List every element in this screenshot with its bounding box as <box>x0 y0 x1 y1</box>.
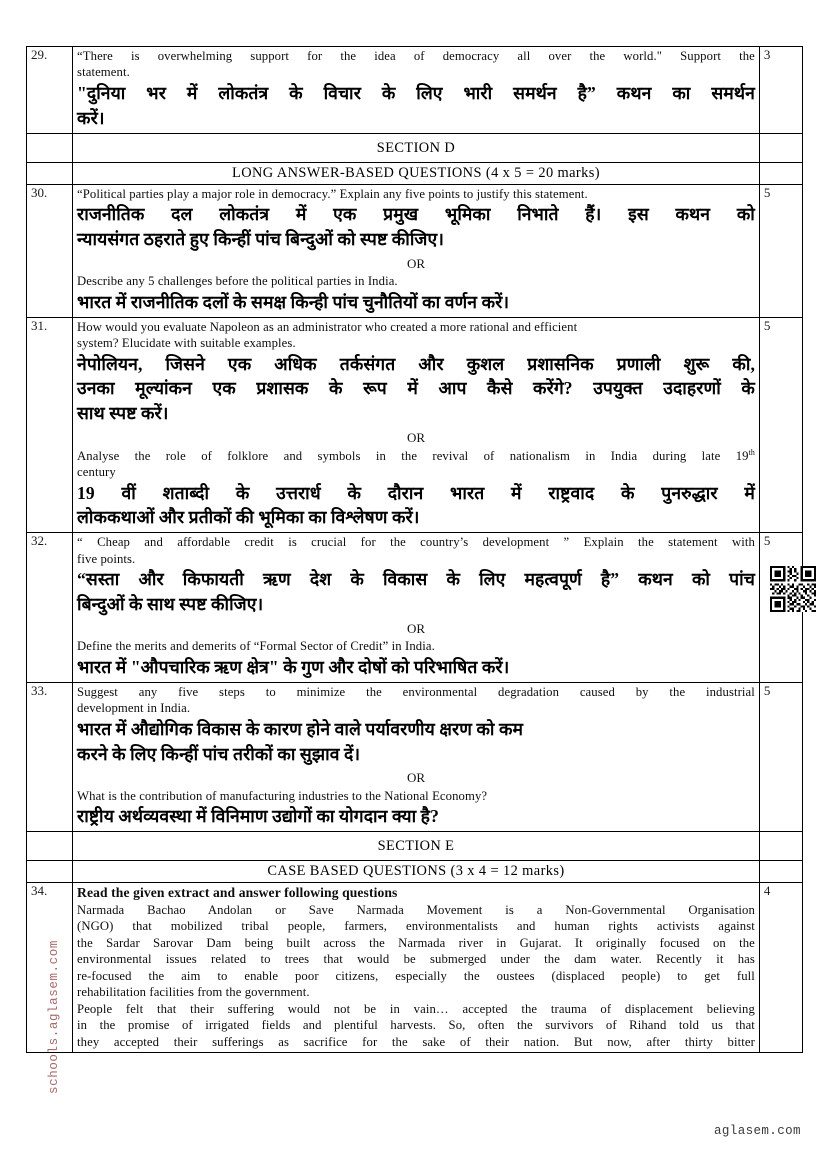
question-marks: 5 <box>759 533 802 682</box>
or-separator: OR <box>406 620 426 636</box>
marks-cell <box>759 133 802 162</box>
marks-cell <box>759 861 802 883</box>
question-row <box>27 883 803 1053</box>
question-text-hindi: साथ स्पष्ट करें। <box>77 403 169 424</box>
question-text-english: statement. <box>77 65 130 80</box>
question-text-english: rehabilitation facilities from the government. <box>77 985 310 1000</box>
section-header-row <box>27 133 803 162</box>
question-text-hindi: भारत में औद्योगिक विकास के कारण होने वाले पर्यावरणीय क्षरण को कम <box>77 718 524 739</box>
question-text-english: People felt that their suffering would not be in vain… accepted the trauma of displacement believing <box>77 1001 755 1016</box>
question-text-hindi: न्यायसंगत ठहराते हुए किन्हीं पांच बिन्दुओं को स्पष्ट कीजिए। <box>77 228 444 249</box>
section-header-row <box>27 832 803 861</box>
question-marks: 5 <box>759 317 802 533</box>
question-number-cell <box>27 832 73 861</box>
question-marks: 3 <box>759 47 802 134</box>
question-text-english: “There is overwhelming support for the idea of democracy all over the world." Support the <box>77 49 755 63</box>
question-body <box>73 184 760 317</box>
question-number-cell <box>27 133 73 162</box>
question-text-english: What is the contribution of manufacturing industries to the National Economy? <box>77 788 488 803</box>
question-text-english <box>77 449 755 464</box>
qr-code-icon <box>770 566 816 612</box>
question-text-english: Suggest any five steps to minimize the environmental degradation caused by the industrial <box>77 684 755 699</box>
question-text-english: five points. <box>77 551 136 566</box>
question-row <box>27 533 803 682</box>
question-text-english: “Political parties play a major role in democracy.” Explain any five points to justify this statement. <box>77 186 588 201</box>
question-text-english: Narmada Bachao Andolan or Save Narmada Movement is a Non-Governmental Organisation <box>77 902 755 917</box>
section-header-label: LONG ANSWER-BASED QUESTIONS (4 x 5 = 20 marks) <box>73 162 760 184</box>
question-text-hindi: बिन्दुओं के साथ स्पष्ट कीजिए। <box>77 594 264 615</box>
question-row <box>27 317 803 533</box>
question-number-cell <box>27 162 73 184</box>
question-heading-english: Read the given extract and answer following questions <box>77 885 398 901</box>
marks-cell <box>759 832 802 861</box>
question-marks: 4 <box>759 883 802 1053</box>
question-number: 30. <box>27 184 73 317</box>
question-number: 34. <box>27 883 73 1053</box>
question-text-hindi: भारत में "औपचारिक ऋण क्षेत्र" के गुण और दोषों को परिभाषित करें। <box>77 656 510 677</box>
question-body <box>73 682 760 831</box>
question-number: 31. <box>27 317 73 533</box>
question-body <box>73 317 760 533</box>
question-table <box>26 46 803 1053</box>
section-header-label: CASE BASED QUESTIONS (3 x 4 = 12 marks) <box>73 861 760 883</box>
question-number: 32. <box>27 533 73 682</box>
question-body <box>73 883 760 1053</box>
question-row <box>27 47 803 134</box>
question-text-english: Describe any 5 challenges before the political parties in India. <box>77 274 398 289</box>
superscript-ordinal: th <box>748 447 755 457</box>
question-text-english-main: Analyse the role of folklore and symbols in the revival of nationalism in India during late 19 <box>77 448 749 463</box>
question-text-english: century <box>77 465 116 480</box>
question-text-hindi: उनका मूल्यांकन एक प्रशासक के रूप में आप कैसे करेंगे? उपयुक्त उदाहरणों के <box>77 378 755 399</box>
question-number: 29. <box>27 47 73 134</box>
question-text-hindi: राजनीतिक दल लोकतंत्र में एक प्रमुख भूमिका निभाते हैं। इस कथन को <box>77 204 755 225</box>
question-text-english: development in India. <box>77 701 191 716</box>
marks-cell <box>759 162 802 184</box>
question-text-english: Define the merits and demerits of “Formal Sector of Credit” in India. <box>77 639 435 654</box>
question-row <box>27 682 803 831</box>
question-marks: 5 <box>759 682 802 831</box>
question-table-body <box>27 47 803 1053</box>
question-text-hindi: करने के लिए किन्हीं पांच तरीकों का सुझाव दें। <box>77 743 361 764</box>
question-body <box>73 533 760 682</box>
question-text-english: re-focused the aim to enable poor citizens, especially the oustees (displaced people) to get full <box>77 968 755 983</box>
section-header-label: SECTION D <box>73 133 760 162</box>
brand-watermark: aglasem.com <box>714 1124 801 1138</box>
question-text-hindi: 19 वीं शताब्दी के उत्तरार्ध के दौरान भारत में राष्ट्रवाद के पुनरुद्धार में <box>77 482 755 503</box>
question-text-english: the Sardar Sarovar Dam being built across the Narmada river in Gujarat. It originally focused on the <box>77 935 755 950</box>
question-text-english: (NGO) that mobilized tribal people, farmers, environmentalists and human rights activists against <box>77 919 755 934</box>
question-body <box>73 47 760 134</box>
question-text-english: system? Elucidate with suitable examples. <box>77 336 296 351</box>
question-text-hindi: राष्ट्रीय अर्थव्यवस्था में विनिमाण उद्योगों का योगदान क्या है? <box>77 806 439 827</box>
question-text-hindi: “सस्ता और किफायती ऋण देश के विकास के लिए महत्वपूर्ण है” कथन को पांच <box>77 569 755 590</box>
question-number: 33. <box>27 682 73 831</box>
or-separator: OR <box>406 255 426 271</box>
question-row <box>27 184 803 317</box>
side-watermark: schools.aglasem.com <box>47 940 61 1094</box>
or-separator: OR <box>406 770 426 786</box>
question-number-cell <box>27 861 73 883</box>
question-text-english: environmental issues related to trees that would be submerged under the dam water. Recently it has <box>77 952 755 967</box>
question-text-english: How would you evaluate Napoleon as an administrator who created a more rational and efficient <box>77 319 578 334</box>
question-text-english: in the promise of irrigated fields and plentiful harvests. So, often the survivors of Rihand told us that <box>77 1018 755 1033</box>
section-header-label: SECTION E <box>73 832 760 861</box>
question-marks: 5 <box>759 184 802 317</box>
or-separator: OR <box>406 430 426 446</box>
section-header-row <box>27 162 803 184</box>
question-text-hindi: भारत में राजनीतिक दलों के समक्ष किन्ही पांच चुनौतियों का वर्णन करें। <box>77 291 510 312</box>
question-text-hindi: नेपोलियन, जिसने एक अधिक तर्कसंगत और कुशल प्रशासनिक प्रणाली शुरू की, <box>77 353 755 374</box>
question-text-hindi: "दुनिया भर में लोकतंत्र के विचार के लिए भारी समर्थन है” कथन का समर्थन <box>77 82 755 103</box>
question-text-english: “ Cheap and affordable credit is crucial for the country’s development ” Explain the statement with <box>77 535 755 550</box>
question-text-english: they accepted their sufferings as sacrifice for the sake of their nation. But now, after thirty bitter <box>77 1034 755 1049</box>
question-text-hindi: लोककथाओं और प्रतीकों की भूमिका का विश्लेषण करें। <box>77 507 420 528</box>
section-header-row <box>27 861 803 883</box>
question-text-hindi: करें। <box>77 107 105 128</box>
